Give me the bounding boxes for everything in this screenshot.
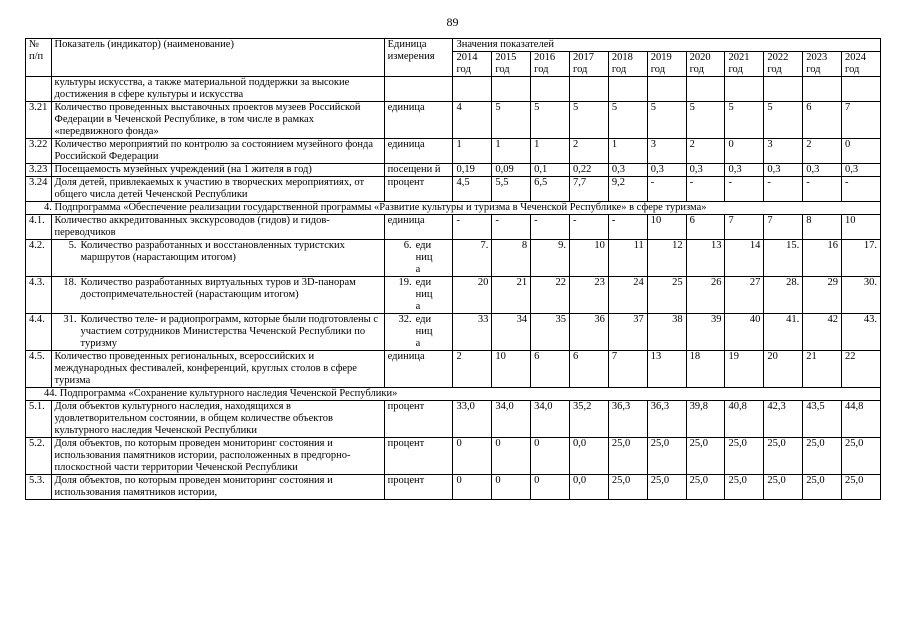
row-unit: единица (384, 102, 453, 139)
table-row (26, 240, 881, 277)
row-value: 2 (803, 139, 842, 164)
table-row (26, 164, 881, 177)
row-value: 24 (608, 277, 647, 314)
row-number: 5.1. (26, 401, 52, 438)
row-value: 0,09 (492, 164, 531, 177)
row-value: 33,0 (453, 401, 492, 438)
row-value: 29 (803, 277, 842, 314)
row-number: 4.2. (26, 240, 52, 277)
row-value: - (492, 215, 531, 240)
row-number: 4.3. (26, 277, 52, 314)
row-value: 0 (453, 438, 492, 475)
row-indicator-name: Количество аккредитованных экскурсоводов (гидов) и гидов-переводчиков (51, 215, 384, 240)
row-value: 0,19 (453, 164, 492, 177)
row-number: 5.3. (26, 475, 52, 500)
indicators-table (25, 38, 881, 500)
row-value: 2 (453, 351, 492, 388)
row-value: 1 (531, 139, 570, 164)
row-indicator-name: Количество разработанных виртуальных туров и 3D-панорам достопримечательностей (нарастающим итогом) (80, 277, 356, 300)
row-unit: процент (384, 438, 453, 475)
row-unit: еди ниц а (415, 277, 433, 312)
section-5-title: 44. Подпрограмма «Сохранение культурного наследия Чеченской Республики» (26, 388, 881, 401)
page-number: 89 (446, 15, 459, 29)
header-year: 2020 год (686, 52, 725, 77)
header-no: № п/п (26, 39, 52, 77)
row-value: 40 (725, 314, 764, 351)
row-value: 10 (570, 240, 609, 277)
row-value: 25,0 (647, 438, 686, 475)
row-value: 5,5 (492, 177, 531, 202)
table-row (26, 314, 881, 351)
row-value: - (686, 177, 725, 202)
row-unit-number: 6. (403, 240, 412, 251)
table-row (26, 215, 881, 240)
row-number: 3.21 (26, 102, 52, 139)
row-indicator-name: культуры искусства, а также материальной поддержки за высокие достижения в сфере культуры и искусства (51, 77, 384, 102)
row-value: 27 (725, 277, 764, 314)
row-indicator-name: Доля детей, привлекаемых к участию в творческих мероприятиях, от общего числа детей Чеченской Республики (51, 177, 384, 202)
row-value (647, 77, 686, 102)
row-value: 0,3 (725, 164, 764, 177)
table-row (26, 351, 881, 388)
row-number: 4.1. (26, 215, 52, 240)
row-number: 3.22 (26, 139, 52, 164)
row-value: - (725, 177, 764, 202)
row-value: 18 (686, 351, 725, 388)
row-value: 20 (453, 277, 492, 314)
row-value: 22 (531, 277, 570, 314)
row-value: 6 (531, 351, 570, 388)
row-value: 25,0 (725, 475, 764, 500)
row-value: 3 (764, 139, 803, 164)
row-unit-number: 19. (398, 277, 412, 288)
row-value: 25,0 (842, 475, 881, 500)
row-unit (384, 77, 453, 102)
row-number (26, 77, 52, 102)
row-value: 3 (647, 139, 686, 164)
row-value: 35,2 (570, 401, 609, 438)
header-values: Значения показателей (453, 39, 881, 52)
row-value: 25,0 (842, 438, 881, 475)
row-number: 3.23 (26, 164, 52, 177)
row-index: 5. (68, 240, 77, 251)
row-unit-number: 32. (398, 314, 412, 325)
row-value: 25,0 (647, 475, 686, 500)
row-value: - (608, 215, 647, 240)
row-value: 25,0 (608, 438, 647, 475)
row-value: 0 (842, 139, 881, 164)
row-value: 25,0 (686, 438, 725, 475)
row-value: 6 (686, 215, 725, 240)
header-year: 2017 год (570, 52, 609, 77)
row-indicator-name: Количество разработанных и восстановленных туристских маршрутов (нарастающим итогом) (80, 240, 345, 263)
row-value: 5 (764, 102, 803, 139)
row-value: 0 (531, 438, 570, 475)
row-value: 0 (453, 475, 492, 500)
row-value: - (842, 177, 881, 202)
row-value: 0 (492, 475, 531, 500)
row-value: 0,3 (803, 164, 842, 177)
row-value: - (453, 215, 492, 240)
header-year: 2024 год (842, 52, 881, 77)
row-value: 2 (570, 139, 609, 164)
row-value: 0,0 (570, 438, 609, 475)
row-value: 34 (492, 314, 531, 351)
row-value: 0 (725, 139, 764, 164)
row-value: 36,3 (647, 401, 686, 438)
row-index: 18. (63, 277, 77, 288)
header-year: 2014 год (453, 52, 492, 77)
header-unit: Единица измерения (384, 39, 453, 77)
row-value: 37 (608, 314, 647, 351)
row-value: 0,22 (570, 164, 609, 177)
row-value: 5 (608, 102, 647, 139)
row-value: 25 (647, 277, 686, 314)
row-unit-cell (384, 277, 453, 314)
row-value (453, 77, 492, 102)
row-value: 7 (725, 215, 764, 240)
row-value: 5 (647, 102, 686, 139)
row-value: 40,8 (725, 401, 764, 438)
row-value: 9. (531, 240, 570, 277)
row-value: 0,3 (842, 164, 881, 177)
row-value: 41. (764, 314, 803, 351)
row-number: 4.4. (26, 314, 52, 351)
row-value: 25,0 (686, 475, 725, 500)
header-year: 2016 год (531, 52, 570, 77)
row-value: 1 (492, 139, 531, 164)
header-name: Показатель (индикатор) (наименование) (51, 39, 384, 77)
row-value: 26 (686, 277, 725, 314)
table-row (26, 139, 881, 164)
row-value: 20 (764, 351, 803, 388)
row-value: 17. (842, 240, 881, 277)
row-value: 2 (686, 139, 725, 164)
row-value: 33 (453, 314, 492, 351)
row-value: 5 (686, 102, 725, 139)
header-year: 2015 год (492, 52, 531, 77)
row-unit: процент (384, 177, 453, 202)
row-value: 34,0 (531, 401, 570, 438)
row-index: 31. (63, 314, 77, 325)
row-value (803, 77, 842, 102)
row-value: 0,1 (531, 164, 570, 177)
table-row (26, 77, 881, 102)
row-value: - (764, 177, 803, 202)
row-value: - (531, 215, 570, 240)
row-value: 36,3 (608, 401, 647, 438)
row-unit: процент (384, 475, 453, 500)
row-value: 0,0 (570, 475, 609, 500)
row-value: 10 (842, 215, 881, 240)
row-value: 22 (842, 351, 881, 388)
table-row (26, 438, 881, 475)
row-value (842, 77, 881, 102)
row-indicator-name: Количество проведенных выставочных проектов музеев Российской Федерации в Чеченской Республике, в том числе в рамках «передвижного фонда» (51, 102, 384, 139)
row-value (570, 77, 609, 102)
row-value: 16 (803, 240, 842, 277)
row-value: 10 (647, 215, 686, 240)
table-row (26, 277, 881, 314)
row-value (764, 77, 803, 102)
row-value: - (803, 177, 842, 202)
row-indicator-cell (51, 240, 384, 277)
row-value: 34,0 (492, 401, 531, 438)
row-value: 1 (453, 139, 492, 164)
row-value: 36 (570, 314, 609, 351)
row-value: 42 (803, 314, 842, 351)
header-year: 2021 год (725, 52, 764, 77)
row-unit: еди ниц а (415, 314, 433, 349)
row-value: 7,7 (570, 177, 609, 202)
row-value: 1 (608, 139, 647, 164)
row-value (531, 77, 570, 102)
row-value: 0,3 (608, 164, 647, 177)
row-value: 25,0 (608, 475, 647, 500)
row-indicator-name: Доля объектов, по которым проведен мониторинг состояния и использования памятников истории, расположенных в предгорно-плоскостной части территории Чеченской Республики (51, 438, 384, 475)
header-year: 2022 год (764, 52, 803, 77)
row-value: - (647, 177, 686, 202)
row-value: 8 (803, 215, 842, 240)
row-value (608, 77, 647, 102)
row-indicator-name: Доля объектов, по которым проведен мониторинг состояния и использования памятников истории, (51, 475, 384, 500)
row-indicator-cell (51, 277, 384, 314)
row-value: 43. (842, 314, 881, 351)
row-value (492, 77, 531, 102)
row-value: 11 (608, 240, 647, 277)
row-value: 4,5 (453, 177, 492, 202)
row-unit-cell (384, 240, 453, 277)
row-indicator-name: Доля объектов культурного наследия, находящихся в удовлетворительном состоянии, в общем количестве объектов культурного наследия Чеченской Республики (51, 401, 384, 438)
row-value: 35 (531, 314, 570, 351)
row-unit: процент (384, 401, 453, 438)
row-value: 12 (647, 240, 686, 277)
row-value: 13 (686, 240, 725, 277)
row-value: 0 (492, 438, 531, 475)
row-indicator-name: Посещаемость музейных учреждений (на 1 жителя в год) (51, 164, 384, 177)
row-value: 9,2 (608, 177, 647, 202)
row-unit-cell (384, 314, 453, 351)
row-value: 42,3 (764, 401, 803, 438)
row-value: 5 (492, 102, 531, 139)
row-value: 25,0 (764, 475, 803, 500)
row-value: 39 (686, 314, 725, 351)
row-indicator-cell (51, 314, 384, 351)
row-value: 44,8 (842, 401, 881, 438)
row-unit: единица (384, 215, 453, 240)
row-value: 43,5 (803, 401, 842, 438)
row-value: 21 (803, 351, 842, 388)
row-number: 4.5. (26, 351, 52, 388)
table-row (26, 177, 881, 202)
row-indicator-name: Количество проведенных региональных, всероссийских и международных фестивалей, конференций, круглых столов в сфере туризма (51, 351, 384, 388)
row-value: 21 (492, 277, 531, 314)
row-value: 25,0 (725, 438, 764, 475)
row-value: 6 (803, 102, 842, 139)
row-value: 8 (492, 240, 531, 277)
row-indicator-name: Количество теле- и радиопрограмм, которые были подготовлены с участием сотрудников Министерства Чеченской Республики по туризму (80, 314, 379, 349)
row-value: 38 (647, 314, 686, 351)
row-value (725, 77, 764, 102)
row-value: 0,3 (764, 164, 803, 177)
row-value: 10 (492, 351, 531, 388)
row-value (686, 77, 725, 102)
row-unit: еди ниц а (415, 240, 433, 275)
row-value: 4 (453, 102, 492, 139)
header-year: 2018 год (608, 52, 647, 77)
row-value: 28. (764, 277, 803, 314)
row-value: - (570, 215, 609, 240)
row-value: 5 (570, 102, 609, 139)
row-value: 39,8 (686, 401, 725, 438)
row-value: 23 (570, 277, 609, 314)
row-value: 13 (647, 351, 686, 388)
row-value: 0,3 (647, 164, 686, 177)
row-number: 5.2. (26, 438, 52, 475)
row-unit: единица (384, 351, 453, 388)
row-value: 7. (453, 240, 492, 277)
header-year: 2023 год (803, 52, 842, 77)
row-value: 25,0 (764, 438, 803, 475)
row-value: 7 (842, 102, 881, 139)
row-value: 25,0 (803, 438, 842, 475)
section-4-title: 4. Подпрограмма «Обеспечение реализации государственной программы «Развитие культуры и туризма в Чеченской Республике» в сфере туризма» (26, 202, 881, 215)
row-value: 19 (725, 351, 764, 388)
row-unit: единица (384, 139, 453, 164)
table-row (26, 401, 881, 438)
row-value: 25,0 (803, 475, 842, 500)
row-value: 6,5 (531, 177, 570, 202)
row-value: 5 (725, 102, 764, 139)
row-value: 14 (725, 240, 764, 277)
row-indicator-name: Количество мероприятий по контролю за состоянием музейного фонда Российской Федерации (51, 139, 384, 164)
row-value: 15. (764, 240, 803, 277)
table-row (26, 475, 881, 500)
row-value: 7 (608, 351, 647, 388)
row-value: 0 (531, 475, 570, 500)
row-value: 5 (531, 102, 570, 139)
row-unit: посещени й (384, 164, 453, 177)
row-value: 7 (764, 215, 803, 240)
row-value: 6 (570, 351, 609, 388)
table-row (26, 102, 881, 139)
row-value: 0,3 (686, 164, 725, 177)
row-value: 30. (842, 277, 881, 314)
header-year: 2019 год (647, 52, 686, 77)
row-number: 3.24 (26, 177, 52, 202)
